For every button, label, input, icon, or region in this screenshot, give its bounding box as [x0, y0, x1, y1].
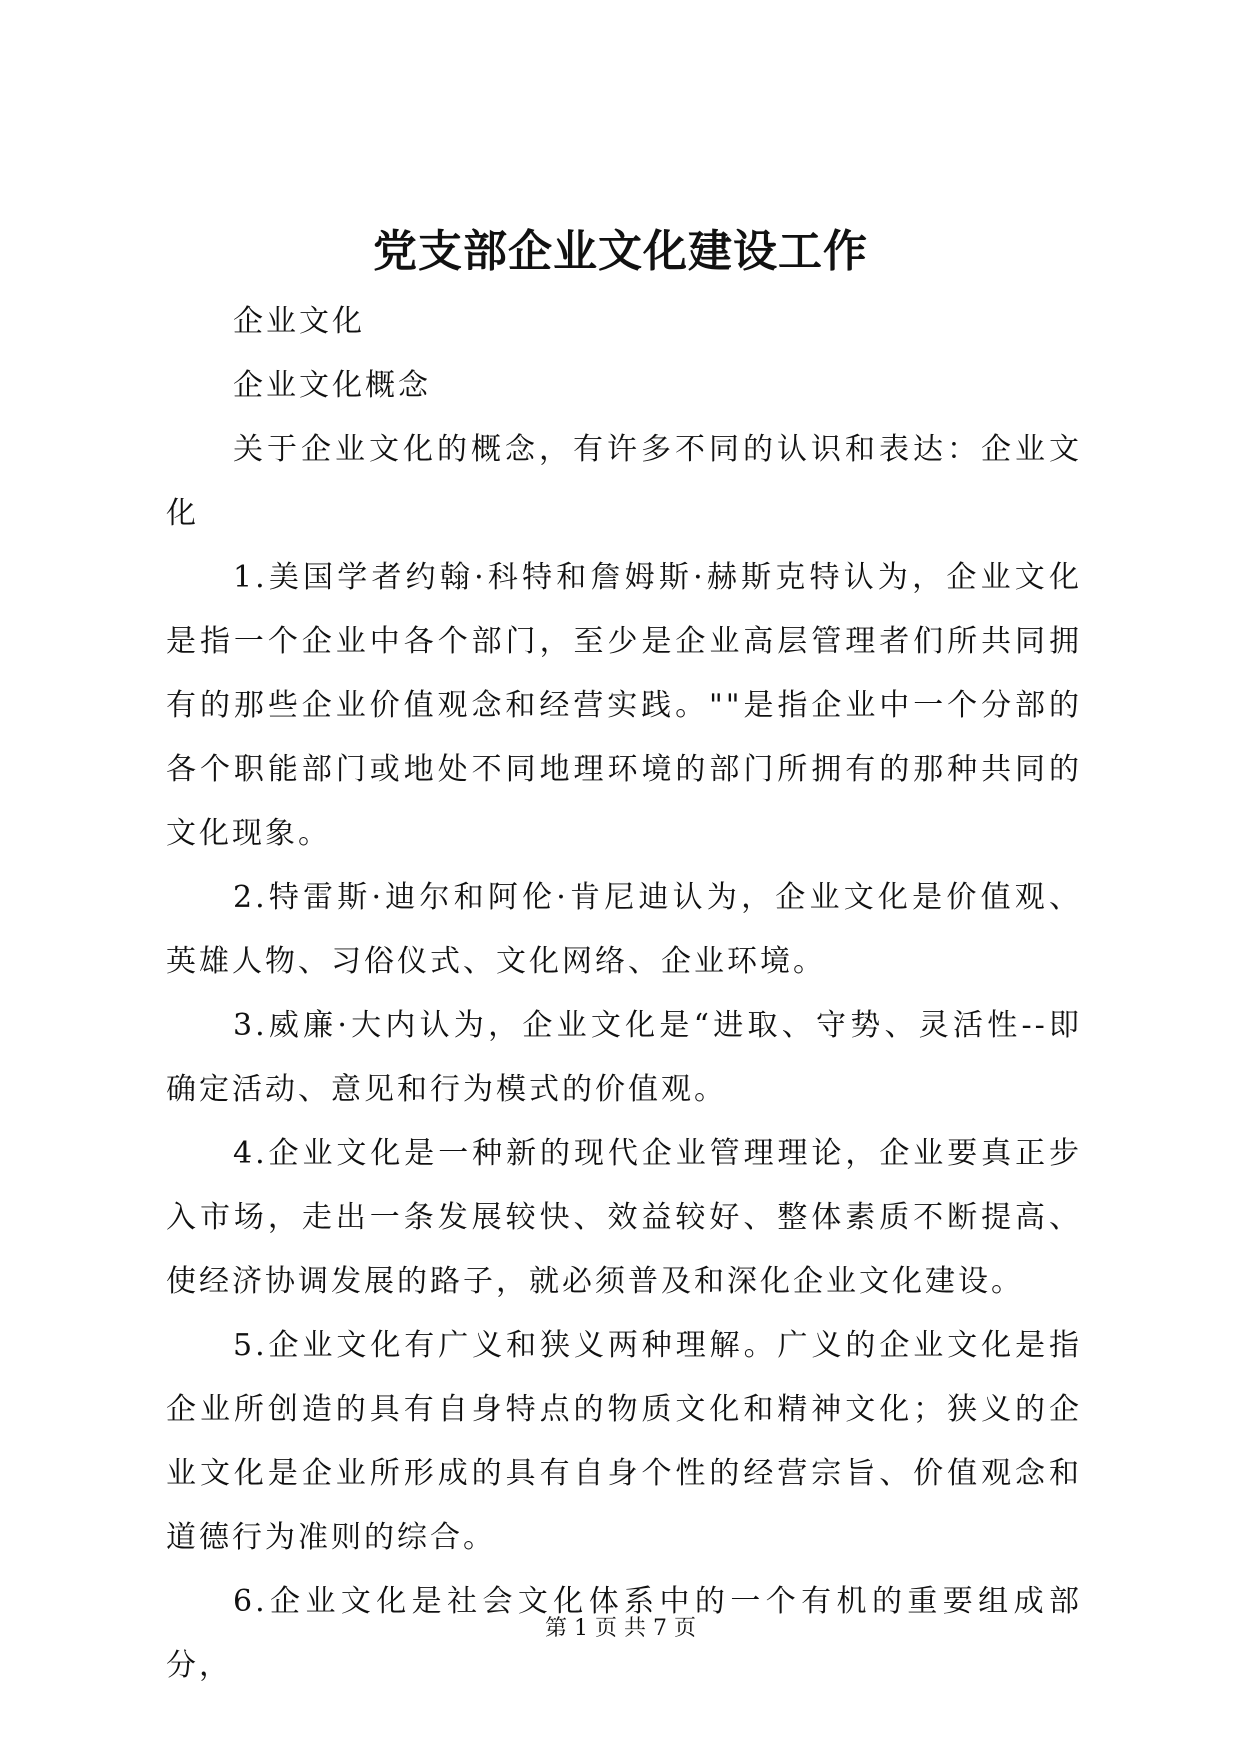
paragraph-item-6: 6.企业文化是社会文化体系中的一个有机的重要组成部分， [166, 1584, 1082, 1683]
paragraph-heading-culture: 企业文化 [233, 304, 365, 339]
document-body [166, 290, 1082, 1698]
paragraph-item-5: 5.企业文化有广义和狭义两种理解。广义的企业文化是指企业所创造的具有自身特点的物质文化和精神文化；狭义的企业文化是企业所形成的具有自身个性的经营宗旨、价值观念和道德行为准则的综合。 [166, 1328, 1082, 1555]
document-title: 党支部企业文化建设工作 [373, 226, 868, 277]
paragraph-heading-concept: 企业文化概念 [233, 368, 431, 403]
page-footer: 第 1 页 共 7 页 [545, 1616, 696, 1641]
paragraph-intro: 关于企业文化的概念，有许多不同的认识和表达：企业文化 [166, 432, 1082, 531]
paragraph-item-2: 2.特雷斯·迪尔和阿伦·肯尼迪认为，企业文化是价值观、英雄人物、习俗仪式、文化网络、企业环境。 [166, 880, 1082, 979]
paragraph-item-1: 1.美国学者约翰·科特和詹姆斯·赫斯克特认为，企业文化是指一个企业中各个部门，至少是企业高层管理者们所共同拥有的那些企业价值观念和经营实践。""是指企业中一个分部的各个职能部门或地处不同地理环境的部门所拥有的那种共同的文化现象。 [166, 560, 1082, 851]
paragraph-item-3: 3.威廉·大内认为，企业文化是“进取、守势、灵活性--即确定活动、意见和行为模式的价值观。 [166, 1008, 1082, 1107]
paragraph-item-4: 4.企业文化是一种新的现代企业管理理论，企业要真正步入市场，走出一条发展较快、效益较好、整体素质不断提高、使经济协调发展的路子，就必须普及和深化企业文化建设。 [166, 1136, 1082, 1299]
